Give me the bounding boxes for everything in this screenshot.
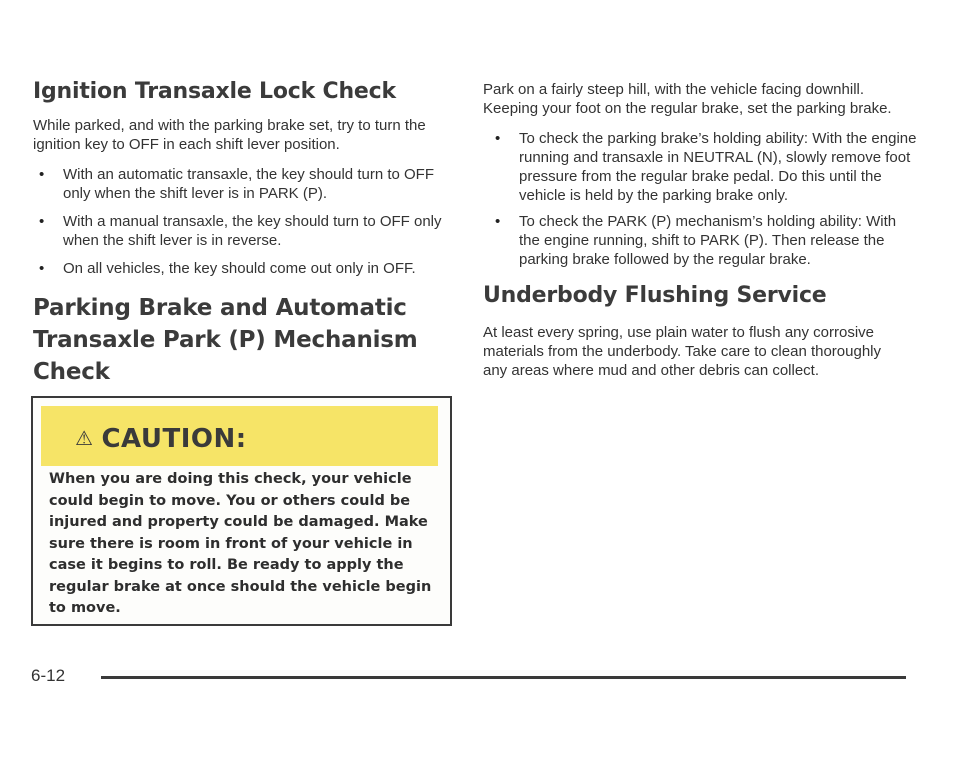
bullet-icon: •: [495, 213, 501, 230]
caution-box: [31, 396, 452, 626]
list-item: • With an automatic transaxle, the key should turn to OFF only when the shift lever is in PARK (P).: [39, 166, 435, 202]
section-title-ignition-lock: Ignition Transaxle Lock Check: [33, 79, 396, 104]
bullet-icon: •: [39, 166, 45, 183]
list-item: • With a manual transaxle, the key should turn to OFF only when the shift lever is in reverse.: [39, 213, 442, 249]
underbody-flushing-paragraph: At least every spring, use plain water to flush any corrosive materials from the underbody. Take care to clean thoroughly any areas where mud and other debris can collect.: [483, 324, 881, 379]
list-item: • To check the PARK (P) mechanism’s holding ability: With the engine running, shift to PARK (P). Then release the parking brake followed by the regular brake.: [495, 213, 897, 268]
caution-text: When you are doing this check, your vehicle could begin to move. You or others could be injured and property could be damaged. Make sure there is room in front of your vehicle in case it begins to roll. Be ready to apply the regular brake at once should the vehicle begin to move.: [49, 471, 432, 616]
right-column: [483, 80, 918, 380]
hill-park-intro-paragraph: Park on a fairly steep hill, with the vehicle facing downhill. Keeping your foot on the regular brake, set the parking brake.: [483, 81, 892, 117]
left-column: [33, 78, 453, 388]
list-item: • On all vehicles, the key should come out only in OFF.: [39, 260, 416, 277]
warning-triangle-icon: ⚠: [75, 426, 94, 450]
list-item: • To check the parking brake’s holding ability: With the engine running and transaxle in NEUTRAL (N), slowly remove foot pressure from the regular brake pedal. Do this until the vehicle is held by the parking brake only.: [495, 130, 917, 204]
footer-divider: [101, 676, 906, 679]
section-title-parking-brake-check: Parking Brake and Automatic Transaxle Park (P) Mechanism Check: [33, 295, 418, 385]
ignition-intro-paragraph: While parked, and with the parking brake set, try to turn the ignition key to OFF in each shift lever position.: [33, 117, 426, 153]
ignition-bullet-list: [33, 165, 453, 278]
caution-title: ⚠ CAUTION:: [75, 424, 247, 454]
bullet-icon: •: [495, 130, 501, 147]
caution-header-band: [41, 406, 438, 466]
bullet-icon: •: [39, 260, 45, 277]
section-title-underbody-flushing: Underbody Flushing Service: [483, 283, 827, 308]
bullet-icon: •: [39, 213, 45, 230]
parking-check-bullet-list: [483, 129, 918, 269]
page-number: 6-12: [31, 666, 66, 685]
